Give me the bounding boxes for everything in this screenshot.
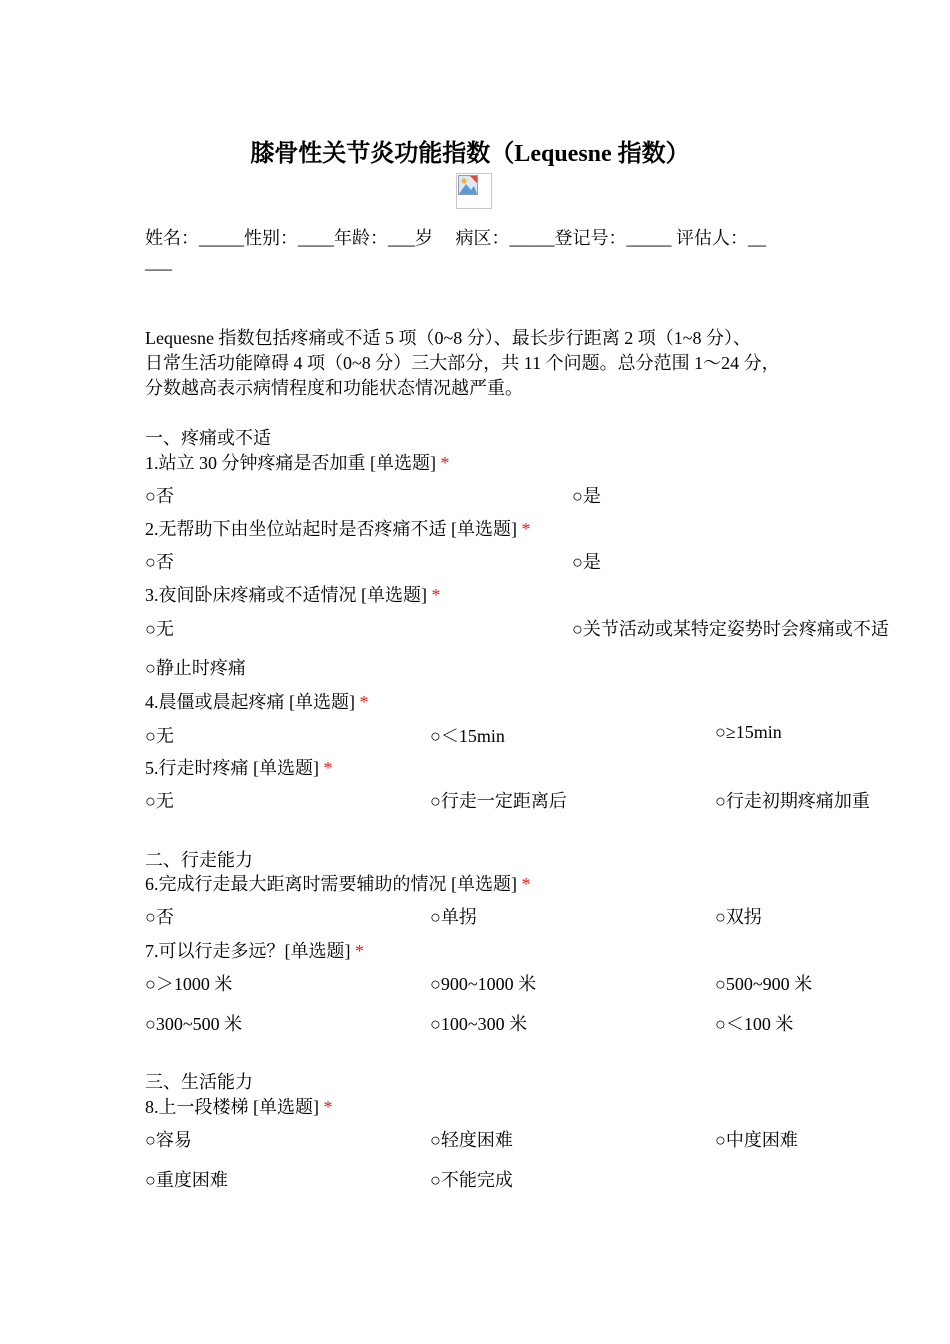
q6-option-single-crutch[interactable]: ○单拐 bbox=[430, 907, 477, 927]
required-mark: * bbox=[521, 874, 531, 894]
q7-option-900-1000[interactable]: ○900~1000 米 bbox=[430, 974, 537, 994]
question-5 bbox=[145, 754, 333, 780]
q8-option-unable[interactable]: ○不能完成 bbox=[430, 1170, 513, 1190]
document-title: 膝骨性关节炎功能指数（Lequesne 指数） bbox=[250, 141, 690, 167]
q4-option-ge15[interactable]: ○≥15min bbox=[715, 722, 782, 742]
q4-option-none[interactable]: ○无 bbox=[145, 726, 174, 746]
question-7 bbox=[145, 937, 364, 963]
patient-info-line-cont: ___ bbox=[145, 252, 172, 272]
q8-option-mild[interactable]: ○轻度困难 bbox=[430, 1130, 513, 1150]
q5-option-initial-worse[interactable]: ○行走初期疼痛加重 bbox=[715, 791, 870, 811]
section-heading: 一、疼痛或不适 bbox=[145, 428, 271, 448]
intro-line-3: 分数越高表示病情程度和功能状态情况越严重。 bbox=[145, 378, 523, 398]
question-text: 5.行走时疼痛 [单选题] bbox=[145, 758, 324, 778]
intro-line-1: Lequesne 指数包括疼痛或不适 5 项（0~8 分）、最长步行距离 2 项（1~8 分）、 bbox=[145, 328, 751, 348]
question-text: 6.完成行走最大距离时需要辅助的情况 [单选题] bbox=[145, 874, 522, 894]
question-text: 8.上一段楼梯 [单选题] bbox=[145, 1097, 324, 1117]
q7-option-300-500[interactable]: ○300~500 米 bbox=[145, 1014, 243, 1034]
question-8 bbox=[145, 1093, 333, 1119]
q4-option-lt15[interactable]: ○＜15min bbox=[430, 726, 505, 746]
q8-option-severe[interactable]: ○重度困难 bbox=[145, 1170, 228, 1190]
question-text: 1.站立 30 分钟疼痛是否加重 [单选题] bbox=[145, 453, 441, 473]
required-mark: * bbox=[323, 758, 333, 778]
question-4 bbox=[145, 688, 369, 714]
required-mark: * bbox=[521, 519, 531, 539]
q1-option-yes[interactable]: ○是 bbox=[572, 486, 601, 506]
section-heading: 三、生活能力 bbox=[145, 1072, 253, 1092]
section-heading: 二、行走能力 bbox=[145, 850, 253, 870]
question-text: 3.夜间卧床疼痛或不适情况 [单选题] bbox=[145, 585, 432, 605]
required-mark: * bbox=[431, 585, 441, 605]
required-mark: * bbox=[359, 692, 369, 712]
q3-option-activity-pain[interactable]: ○关节活动或某特定姿势时会疼痛或不适 bbox=[572, 619, 889, 639]
question-text: 4.晨僵或晨起疼痛 [单选题] bbox=[145, 692, 360, 712]
q8-option-easy[interactable]: ○容易 bbox=[145, 1130, 192, 1150]
q2-option-yes[interactable]: ○是 bbox=[572, 552, 601, 572]
q8-option-moderate[interactable]: ○中度困难 bbox=[715, 1130, 798, 1150]
required-mark: * bbox=[323, 1097, 333, 1117]
required-mark: * bbox=[440, 453, 450, 473]
question-2 bbox=[145, 515, 531, 541]
intro-line-2: 日常生活功能障碍 4 项（0~8 分）三大部分，共 11 个问题。总分范围 1～24 分， bbox=[145, 353, 780, 373]
q1-option-no[interactable]: ○否 bbox=[145, 486, 174, 506]
q3-option-rest-pain[interactable]: ○静止时疼痛 bbox=[145, 658, 246, 678]
patient-info-line: 姓名：_____性别：____年龄：___岁 病区：_____登记号：_____ 评估人：__ bbox=[145, 228, 766, 248]
question-1 bbox=[145, 449, 450, 475]
q6-option-double-crutch[interactable]: ○双拐 bbox=[715, 907, 762, 927]
image-placeholder-icon bbox=[456, 173, 492, 209]
question-text: 7.可以行走多远？[单选题] bbox=[145, 941, 355, 961]
question-3 bbox=[145, 581, 441, 607]
q6-option-no[interactable]: ○否 bbox=[145, 907, 174, 927]
question-text: 2.无帮助下由坐位站起时是否疼痛不适 [单选题] bbox=[145, 519, 522, 539]
q5-option-after-distance[interactable]: ○行走一定距离后 bbox=[430, 791, 567, 811]
q7-option-100-300[interactable]: ○100~300 米 bbox=[430, 1014, 528, 1034]
q7-option-500-900[interactable]: ○500~900 米 bbox=[715, 974, 813, 994]
required-mark: * bbox=[355, 941, 364, 961]
question-6 bbox=[145, 870, 531, 896]
q3-option-none[interactable]: ○无 bbox=[145, 619, 174, 639]
q2-option-no[interactable]: ○否 bbox=[145, 552, 174, 572]
q7-option-lt100[interactable]: ○＜100 米 bbox=[715, 1014, 794, 1034]
q7-option-gt1000[interactable]: ○＞1000 米 bbox=[145, 974, 233, 994]
q5-option-none[interactable]: ○无 bbox=[145, 791, 174, 811]
